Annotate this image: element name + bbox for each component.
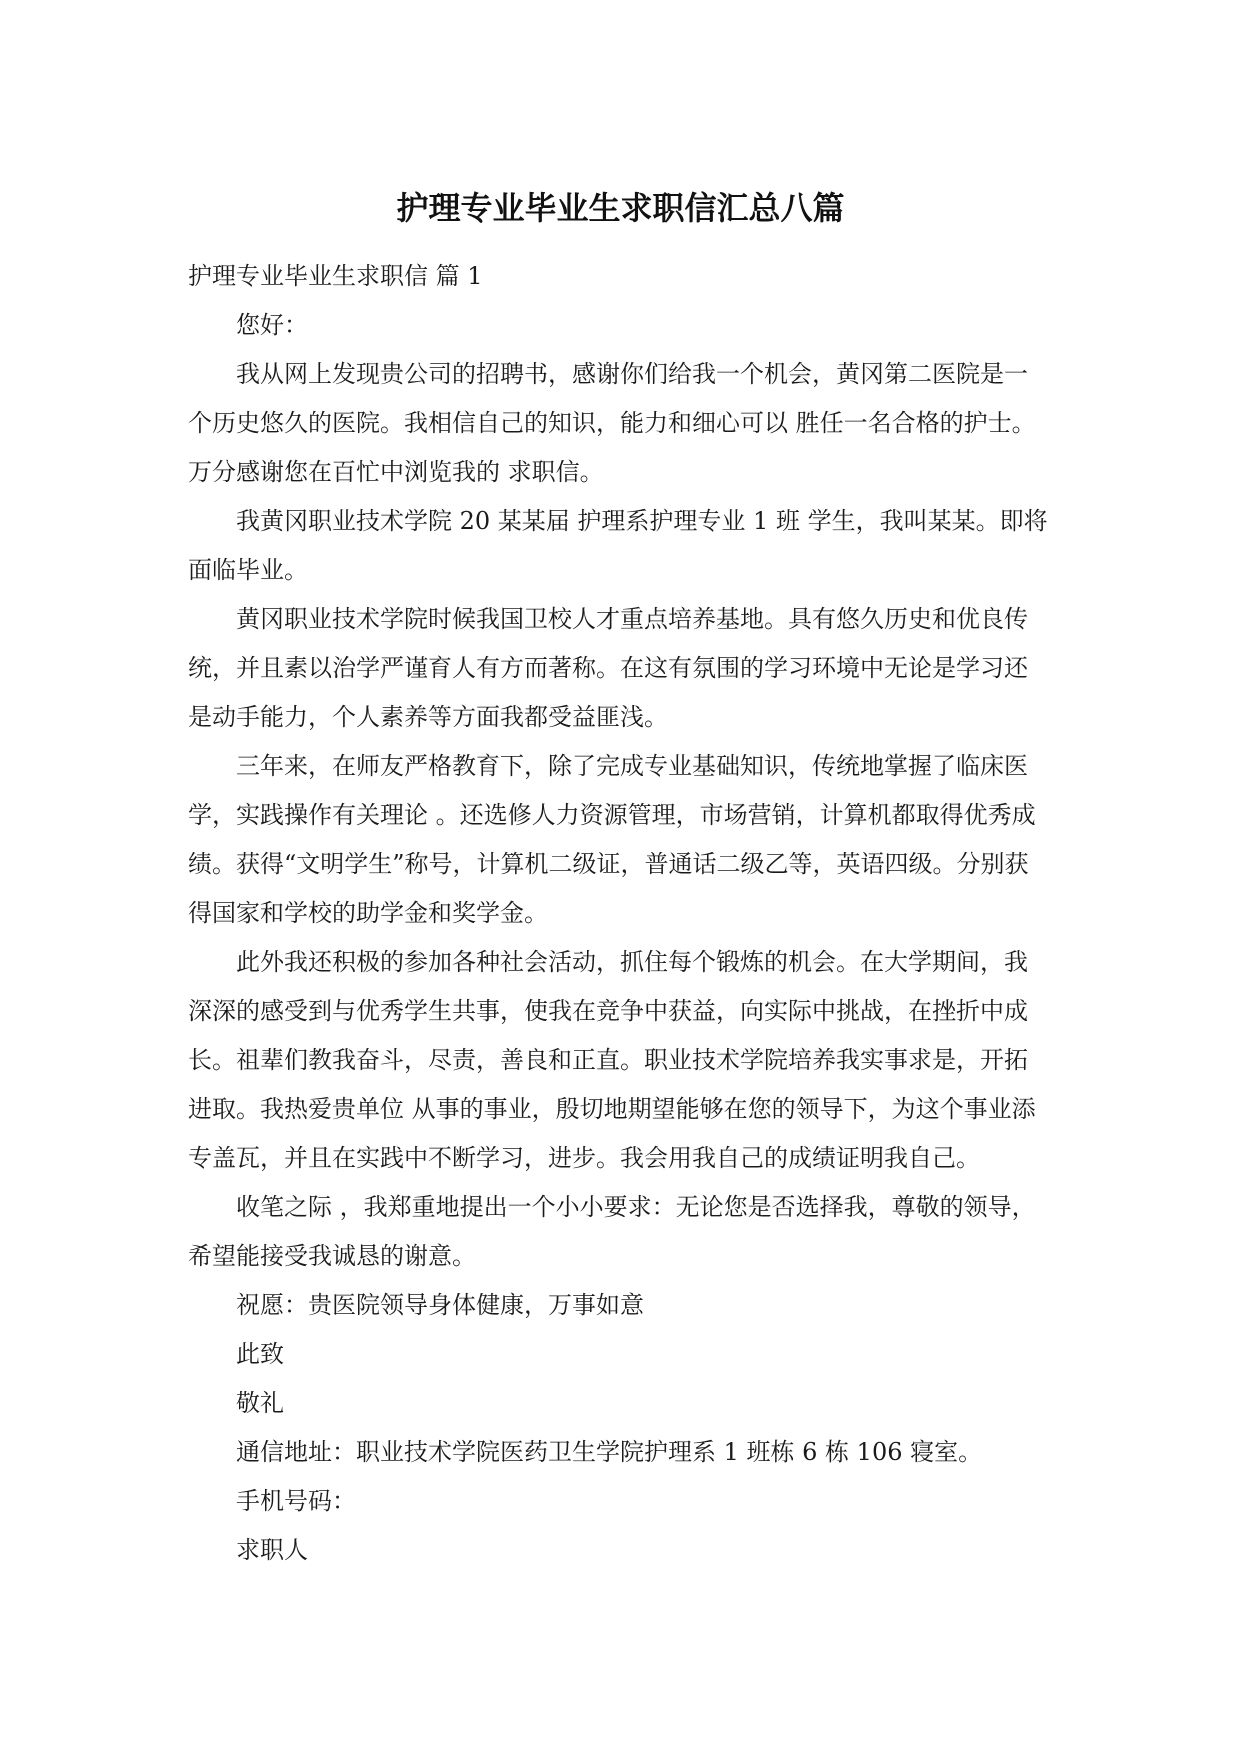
paragraph-address: 通信地址：职业技术学院医药卫生学院护理系 1 班栋 6 栋 106 寝室。 [236,1438,983,1466]
paragraph: 三年来，在师友严格教育下，除了完成专业基础知识，传统地掌握了临床医学，实践操作有关理论 。还选修人力资源管理，市场营销，计算机都取得优秀成绩。获得“文明学生”称号，计算机二级证，普通话二级乙等，英语四级。分别获得国家和学校的助学金和奖学金。 [188,752,1036,927]
section-heading: 护理专业毕业生求职信 篇 1 [188,262,483,290]
paragraph: 此外我还积极的参加各种社会活动，抓住每个锻炼的机会。在大学期间，我深深的感受到与优秀学生共事，使我在竞争中获益，向实际中挑战，在挫折中成长。祖辈们教我奋斗，尽责，善良和正直。职业技术学院培养我实事求是，开拓进取。我热爱贵单位 从事的事业，殷切地期望能够在您的领导下，为这个事业添专盖瓦，并且在实践中不断学习，进步。我会用我自己的成绩证明我自己。 [188,948,1036,1172]
paragraph: 我黄冈职业技术学院 20 某某届 护理系护理专业 1 班 学生，我叫某某。即将面临毕业。 [188,507,1048,584]
paragraph-salutation: 敬礼 [236,1389,284,1417]
paragraph-greeting: 您好： [236,311,308,339]
paragraph-wishes: 祝愿：贵医院领导身体健康，万事如意 [236,1291,644,1319]
document-body [188,252,1048,1575]
document-title: 护理专业毕业生求职信汇总八篇 [396,189,845,227]
paragraph-signature: 求职人 [236,1536,308,1564]
paragraph: 收笔之际 ，我郑重地提出一个小小要求：无论您是否选择我，尊敬的领导，希望能接受我诚恳的谢意。 [188,1193,1036,1270]
paragraph-closing: 此致 [236,1340,284,1368]
paragraph: 黄冈职业技术学院时候我国卫校人才重点培养基地。具有悠久历史和优良传统，并且素以治学严谨育人有方而著称。在这有氛围的学习环境中无论是学习还是动手能力，个人素养等方面我都受益匪浅。 [188,605,1028,731]
paragraph-phone: 手机号码： [236,1487,356,1515]
paragraph: 我从网上发现贵公司的招聘书，感谢你们给我一个机会，黄冈第二医院是一个历史悠久的医院。我相信自己的知识，能力和细心可以 胜任一名合格的护士。万分感谢您在百忙中浏览我的 求职信。 [188,360,1036,486]
